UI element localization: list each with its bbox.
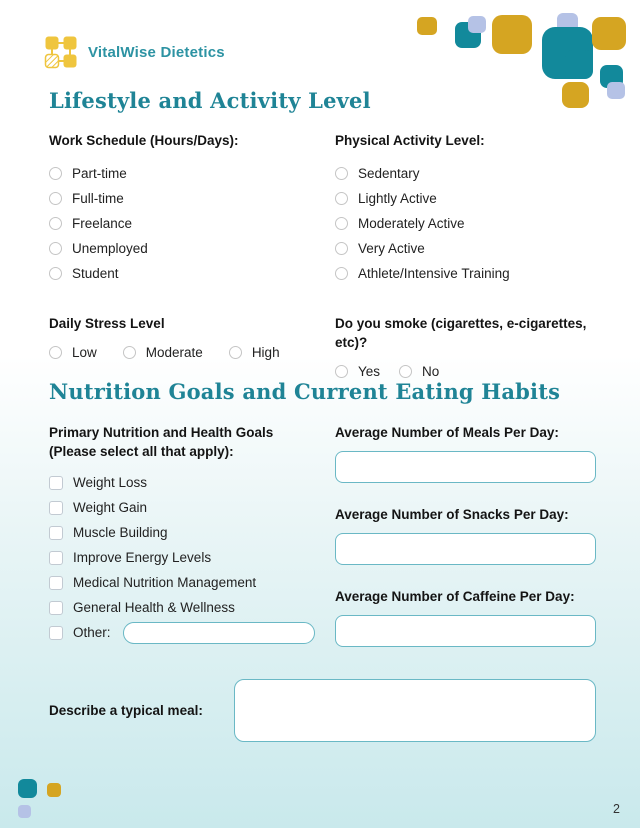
radio-button-full-time[interactable] — [49, 192, 62, 205]
decorative-square-teal — [565, 50, 593, 79]
snacks-label: Average Number of Snacks Per Day: — [335, 507, 569, 522]
stress-group — [49, 314, 335, 379]
physical-activity-group — [335, 131, 596, 286]
radio-button-stress-low[interactable] — [49, 346, 62, 359]
checkbox-option-label: Other: — [73, 625, 111, 640]
checkbox-option-row — [49, 470, 335, 495]
radio-button-very-active[interactable] — [335, 242, 348, 255]
other-goal-input[interactable] — [123, 622, 315, 644]
radio-option-label: High — [251, 345, 280, 360]
radio-button-freelance[interactable] — [49, 217, 62, 230]
radio-option-label: Low — [72, 345, 97, 360]
radio-option-label: Freelance — [72, 216, 133, 231]
decorative-square-gold — [47, 783, 61, 797]
radio-option-row — [229, 345, 280, 360]
radio-button-lightly-active[interactable] — [335, 192, 348, 205]
radio-button-stress-moderate[interactable] — [123, 346, 136, 359]
typical-meal-textarea[interactable] — [234, 679, 596, 742]
page-number: 2 — [613, 802, 620, 816]
physical-activity-label: Physical Activity Level: — [335, 133, 485, 148]
radio-option-row — [49, 211, 335, 236]
checkbox-option-row — [49, 570, 335, 595]
decorative-square-periwinkle — [18, 805, 31, 818]
caffeine-input[interactable] — [335, 615, 596, 647]
checkbox-medical-nutrition[interactable] — [49, 576, 63, 590]
checkbox-general-health[interactable] — [49, 601, 63, 615]
radio-option-label: Yes — [358, 364, 381, 379]
radio-option-label: Unemployed — [72, 241, 148, 256]
typical-meal-label: Describe a typical meal: — [49, 703, 203, 718]
checkbox-option-row — [49, 495, 335, 520]
radio-option-row — [399, 364, 439, 379]
radio-option-row — [49, 186, 335, 211]
radio-option-label: Student — [72, 266, 119, 281]
checkbox-option-label: Medical Nutrition Management — [73, 575, 257, 590]
checkbox-option-row — [49, 595, 335, 620]
radio-option-row — [123, 345, 203, 360]
decorative-square-gold — [592, 17, 626, 50]
meals-label: Average Number of Meals Per Day: — [335, 425, 559, 440]
radio-option-label: Moderate — [145, 345, 203, 360]
header — [44, 35, 225, 69]
work-schedule-group — [49, 131, 335, 286]
decorative-square-periwinkle — [468, 16, 486, 33]
section-title-nutrition: Nutrition Goals and Current Eating Habits — [49, 379, 561, 404]
radio-option-row — [335, 364, 380, 379]
radio-option-label: Lightly Active — [358, 191, 437, 206]
radio-option-label: Sedentary — [358, 166, 420, 181]
brand-name: VitalWise Dietetics — [88, 43, 225, 61]
section-title-lifestyle: Lifestyle and Activity Level — [49, 88, 371, 113]
caffeine-field — [335, 587, 596, 647]
meals-field — [335, 423, 596, 483]
radio-button-smoke-yes[interactable] — [335, 365, 348, 378]
decorative-square-gold — [492, 15, 532, 54]
radio-button-moderately-active[interactable] — [335, 217, 348, 230]
radio-option-row — [49, 161, 335, 186]
checkbox-option-label: General Health & Wellness — [73, 600, 235, 615]
decorative-square-gold — [417, 17, 437, 35]
checkbox-weight-loss[interactable] — [49, 476, 63, 490]
checkbox-other[interactable] — [49, 626, 63, 640]
checkbox-option-row — [49, 520, 335, 545]
checkbox-option-label: Muscle Building — [73, 525, 168, 540]
caffeine-label: Average Number of Caffeine Per Day: — [335, 589, 575, 604]
radio-button-athlete[interactable] — [335, 267, 348, 280]
meals-input[interactable] — [335, 451, 596, 483]
radio-button-smoke-no[interactable] — [399, 365, 412, 378]
stress-label: Daily Stress Level — [49, 316, 165, 331]
radio-button-sedentary[interactable] — [335, 167, 348, 180]
work-schedule-label: Work Schedule (Hours/Days): — [49, 133, 239, 148]
radio-option-label: No — [422, 364, 440, 379]
radio-option-label: Very Active — [358, 241, 425, 256]
radio-option-label: Full-time — [72, 191, 124, 206]
checkbox-muscle-building[interactable] — [49, 526, 63, 540]
checkbox-improve-energy[interactable] — [49, 551, 63, 565]
checkbox-weight-gain[interactable] — [49, 501, 63, 515]
radio-option-label: Athlete/Intensive Training — [358, 266, 510, 281]
radio-option-row — [49, 345, 97, 360]
daily-averages-group — [335, 423, 596, 647]
form-content — [49, 88, 596, 742]
checkbox-option-row — [49, 545, 335, 570]
radio-button-unemployed[interactable] — [49, 242, 62, 255]
radio-button-stress-high[interactable] — [229, 346, 242, 359]
decorative-square-periwinkle — [607, 82, 625, 99]
snacks-input[interactable] — [335, 533, 596, 565]
radio-option-row — [49, 261, 335, 286]
radio-option-row — [335, 211, 596, 236]
radio-option-row — [335, 261, 596, 286]
checkbox-option-label: Weight Gain — [73, 500, 148, 515]
radio-option-row — [335, 186, 596, 211]
checkbox-option-label: Improve Energy Levels — [73, 550, 212, 565]
nutrition-goals-group — [49, 423, 335, 647]
radio-option-row — [49, 236, 335, 261]
smoking-label: Do you smoke (cigarettes, e-cigarettes, etc)? — [335, 316, 587, 350]
smoking-group — [335, 314, 596, 379]
snacks-field — [335, 505, 596, 565]
brand-logo-icon — [44, 35, 78, 69]
radio-option-label: Part-time — [72, 166, 127, 181]
checkbox-option-label: Weight Loss — [73, 475, 148, 490]
radio-option-label: Moderately Active — [358, 216, 465, 231]
nutrition-goals-label: Primary Nutrition and Health Goals (Please select all that apply): — [49, 425, 274, 459]
radio-button-part-time[interactable] — [49, 167, 62, 180]
radio-option-row — [335, 236, 596, 261]
decorative-square-teal — [18, 779, 37, 798]
typical-meal-field — [49, 679, 596, 742]
radio-option-row — [335, 161, 596, 186]
checkbox-option-row-other — [49, 620, 335, 645]
radio-button-student[interactable] — [49, 267, 62, 280]
